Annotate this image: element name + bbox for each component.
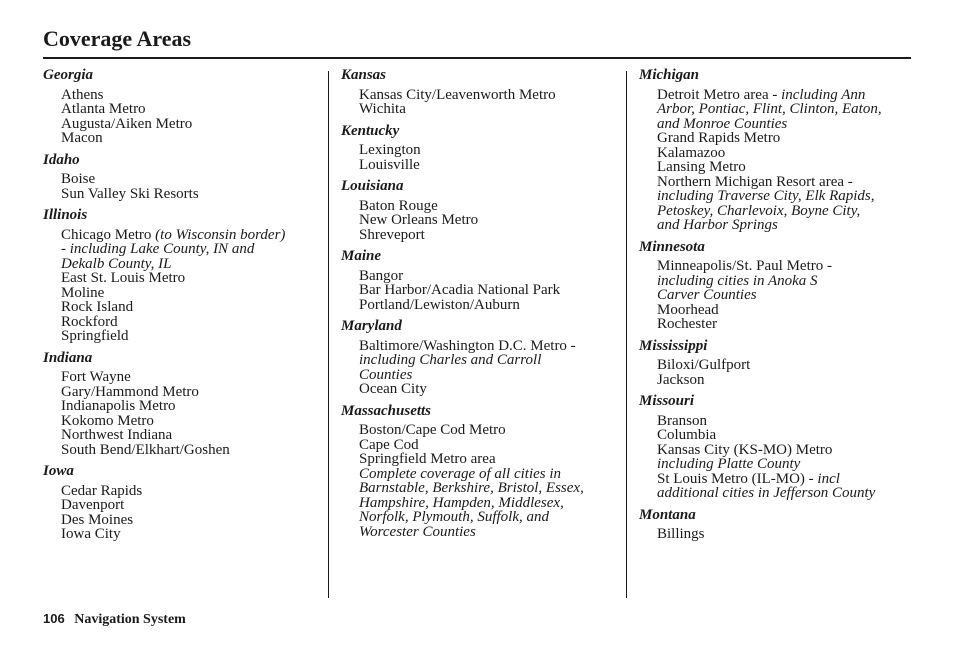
state-group-illinois — [43, 208, 321, 344]
coverage-entry — [43, 242, 321, 257]
coverage-entry — [43, 88, 321, 103]
coverage-entry — [341, 283, 619, 298]
state-heading: Louisiana — [341, 178, 404, 194]
coverage-entry — [341, 143, 619, 158]
coverage-entry — [341, 368, 619, 383]
coverage-note: Dekalb County, IL — [61, 255, 172, 272]
coverage-entry — [639, 472, 919, 487]
coverage-entry — [639, 131, 919, 146]
coverage-note: and Monroe Counties — [657, 115, 788, 132]
coverage-note: and Harbor Springs — [657, 217, 778, 233]
coverage-entry — [43, 370, 321, 385]
coverage-entry — [639, 373, 919, 388]
coverage-area: Atlanta Metro — [61, 101, 146, 117]
coverage-area: Lansing Metro — [657, 159, 746, 175]
coverage-entry — [43, 131, 321, 146]
coverage-entry — [43, 329, 321, 344]
coverage-note: Counties — [359, 366, 413, 383]
coverage-entry — [341, 438, 619, 453]
coverage-area: Chicago Metro — [61, 226, 156, 243]
coverage-area: Jackson — [657, 371, 705, 388]
coverage-area: Iowa City — [61, 526, 121, 542]
coverage-entry — [341, 228, 619, 243]
state-group-idaho — [43, 153, 321, 202]
coverage-note: incl — [817, 470, 840, 487]
coverage-entry — [639, 428, 919, 443]
state-group-massachusetts — [341, 404, 619, 540]
coverage-column-3 — [639, 68, 919, 549]
coverage-area: Branson — [657, 412, 707, 429]
coverage-note: - including Lake County, IN and — [61, 241, 255, 257]
title-divider — [43, 57, 911, 59]
state-heading: Illinois — [43, 207, 88, 223]
coverage-note: Norfolk, Plymouth, Suffolk, and — [359, 509, 549, 525]
coverage-area: Detroit Metro area - — [657, 86, 782, 103]
coverage-area: Des Moines — [61, 511, 134, 528]
coverage-area: Louisville — [359, 156, 420, 173]
state-group-louisiana — [341, 179, 619, 242]
coverage-note: including Platte County — [657, 456, 801, 472]
coverage-entry — [43, 102, 321, 117]
coverage-entry — [43, 257, 321, 272]
coverage-entry — [639, 160, 919, 175]
coverage-entry — [639, 303, 919, 318]
coverage-area: Indianapolis Metro — [61, 398, 176, 414]
state-group-minnesota — [639, 240, 919, 332]
coverage-entry — [639, 259, 919, 274]
coverage-area: Northern Michigan Resort area - — [657, 173, 853, 190]
coverage-entry — [43, 271, 321, 286]
coverage-area: Shreveport — [359, 226, 425, 243]
coverage-area: Portland/Lewiston/Auburn — [359, 296, 520, 313]
coverage-entry — [639, 218, 919, 233]
coverage-entry — [341, 510, 619, 525]
coverage-area: Minneapolis/St. Paul Metro - — [657, 258, 832, 274]
coverage-note: Hampshire, Hampden, Middlesex, — [359, 494, 564, 511]
coverage-entry — [341, 88, 619, 103]
coverage-area: Baton Rouge — [359, 197, 438, 214]
coverage-entry — [639, 117, 919, 132]
coverage-area: East St. Louis Metro — [61, 270, 186, 286]
coverage-entry — [341, 353, 619, 368]
state-group-georgia — [43, 68, 321, 146]
coverage-entry — [341, 525, 619, 540]
coverage-area: Gary/Hammond Metro — [61, 383, 199, 400]
coverage-entry — [43, 300, 321, 315]
coverage-area: St Louis Metro (IL-MO) - — [657, 470, 818, 487]
coverage-area: Kalamazoo — [657, 144, 726, 161]
coverage-entry — [43, 286, 321, 301]
coverage-area: Springfield Metro area — [359, 451, 496, 467]
coverage-entry — [43, 315, 321, 330]
coverage-area: Athens — [61, 86, 104, 103]
coverage-area: Rochester — [657, 316, 717, 332]
coverage-area: Biloxi/Gulfport — [657, 357, 751, 373]
coverage-area: Billings — [657, 526, 705, 542]
coverage-area: Cedar Rapids — [61, 482, 143, 499]
coverage-area: Grand Rapids Metro — [657, 130, 781, 146]
page-number: 106 — [43, 611, 65, 626]
coverage-entry — [43, 428, 321, 443]
coverage-column-1 — [43, 68, 321, 549]
coverage-entry — [639, 288, 919, 303]
coverage-area: Bangor — [359, 267, 404, 284]
coverage-entry — [639, 527, 919, 542]
coverage-area: New Orleans Metro — [359, 212, 479, 228]
coverage-note: additional cities in Jefferson County — [657, 485, 876, 501]
coverage-entry — [639, 88, 919, 103]
coverage-entry — [43, 228, 321, 243]
state-group-mississippi — [639, 339, 919, 388]
coverage-note: Petoskey, Charlevoix, Boyne City, — [657, 202, 861, 219]
coverage-entry — [341, 467, 619, 482]
coverage-area: Bar Harbor/Acadia National Park — [359, 282, 561, 298]
coverage-entry — [341, 382, 619, 397]
column-divider — [328, 71, 329, 598]
coverage-entry — [639, 457, 919, 472]
state-group-kentucky — [341, 124, 619, 173]
coverage-entry — [43, 414, 321, 429]
coverage-entry — [43, 385, 321, 400]
coverage-entry — [639, 414, 919, 429]
coverage-entry — [43, 513, 321, 528]
coverage-note: Arbor, Pontiac, Flint, Clinton, Eaton, — [657, 101, 882, 117]
state-heading: Maine — [341, 248, 382, 264]
coverage-note: including cities in Anoka S — [657, 272, 818, 289]
coverage-entry — [43, 443, 321, 458]
state-heading: Georgia — [43, 67, 93, 83]
coverage-entry — [639, 204, 919, 219]
coverage-entry — [341, 496, 619, 511]
page-footer — [43, 611, 186, 628]
coverage-note: including Traverse City, Elk Rapids, — [657, 188, 875, 204]
coverage-note: Worcester Counties — [359, 523, 476, 540]
coverage-entry — [43, 187, 321, 202]
coverage-area: Wichita — [359, 101, 406, 117]
coverage-entry — [43, 399, 321, 414]
coverage-area: Columbia — [657, 427, 717, 443]
coverage-area: Augusta/Aiken Metro — [61, 115, 193, 132]
state-heading: Missouri — [639, 393, 695, 409]
coverage-note: including Ann — [781, 86, 866, 103]
coverage-entry — [341, 213, 619, 228]
coverage-area: Macon — [61, 130, 103, 146]
state-heading: Indiana — [43, 349, 93, 366]
coverage-entry — [639, 175, 919, 190]
coverage-entry — [639, 102, 919, 117]
coverage-entry — [639, 274, 919, 289]
coverage-entry — [341, 481, 619, 496]
coverage-area: Moorhead — [657, 301, 719, 318]
coverage-entry — [43, 117, 321, 132]
state-group-montana — [639, 508, 919, 542]
coverage-area: Rockford — [61, 313, 118, 330]
coverage-area: South Bend/Elkhart/Goshen — [61, 441, 230, 458]
state-group-michigan — [639, 68, 919, 233]
state-heading: Michigan — [639, 67, 700, 83]
coverage-area: Moline — [61, 284, 105, 301]
coverage-entry — [43, 527, 321, 542]
state-heading: Iowa — [43, 463, 74, 479]
coverage-entry — [341, 452, 619, 467]
coverage-entry — [341, 158, 619, 173]
coverage-entry — [43, 172, 321, 187]
coverage-note: Barnstable, Berkshire, Bristol, Essex, — [359, 480, 584, 496]
state-heading: Massachusetts — [341, 402, 432, 419]
state-group-missouri — [639, 394, 919, 501]
coverage-entry — [341, 102, 619, 117]
page-title: Coverage Areas — [43, 26, 192, 51]
coverage-area: Ocean City — [359, 381, 427, 397]
coverage-entry — [341, 339, 619, 354]
coverage-note: including Charles and Carroll — [359, 352, 542, 368]
coverage-note: (to Wisconsin border) — [155, 226, 286, 243]
coverage-entry — [639, 443, 919, 458]
coverage-area: Lexington — [359, 142, 421, 158]
coverage-note: Carver Counties — [657, 287, 757, 303]
coverage-entry — [341, 269, 619, 284]
state-group-indiana — [43, 351, 321, 458]
state-heading: Mississippi — [639, 337, 708, 354]
column-divider — [626, 71, 627, 598]
coverage-entry — [639, 317, 919, 332]
coverage-note: Complete coverage of all cities in — [359, 465, 562, 482]
state-group-maryland — [341, 319, 619, 397]
section-label: Navigation System — [74, 612, 186, 627]
coverage-area: Boise — [61, 171, 96, 187]
coverage-entry — [43, 498, 321, 513]
state-heading: Minnesota — [639, 238, 705, 255]
state-heading: Idaho — [43, 151, 80, 168]
coverage-area: Rock Island — [61, 299, 134, 315]
coverage-area: Davenport — [61, 497, 125, 513]
coverage-entry — [341, 199, 619, 214]
coverage-entry — [341, 298, 619, 313]
state-group-kansas — [341, 68, 619, 117]
coverage-area: Kansas City (KS-MO) Metro — [657, 441, 833, 458]
coverage-area: Kansas City/Leavenworth Metro — [359, 86, 556, 103]
coverage-area: Sun Valley Ski Resorts — [61, 185, 199, 202]
coverage-entry — [43, 484, 321, 499]
state-group-iowa — [43, 464, 321, 542]
coverage-area: Springfield — [61, 328, 129, 344]
coverage-entry — [639, 486, 919, 501]
state-heading: Montana — [639, 506, 696, 523]
coverage-entry — [639, 189, 919, 204]
coverage-area: Fort Wayne — [61, 369, 131, 385]
coverage-area: Kokomo Metro — [61, 412, 154, 429]
coverage-area: Cape Cod — [359, 436, 419, 453]
coverage-entry — [639, 358, 919, 373]
state-heading: Kansas — [341, 67, 387, 83]
coverage-entry — [639, 146, 919, 161]
state-heading: Kentucky — [341, 122, 400, 139]
coverage-area: Northwest Indiana — [61, 427, 173, 443]
state-group-maine — [341, 249, 619, 312]
state-heading: Maryland — [341, 318, 402, 334]
coverage-area: Baltimore/Washington D.C. Metro - — [359, 337, 576, 354]
coverage-area: Boston/Cape Cod Metro — [359, 422, 506, 438]
coverage-column-2 — [341, 68, 619, 546]
coverage-entry — [341, 423, 619, 438]
